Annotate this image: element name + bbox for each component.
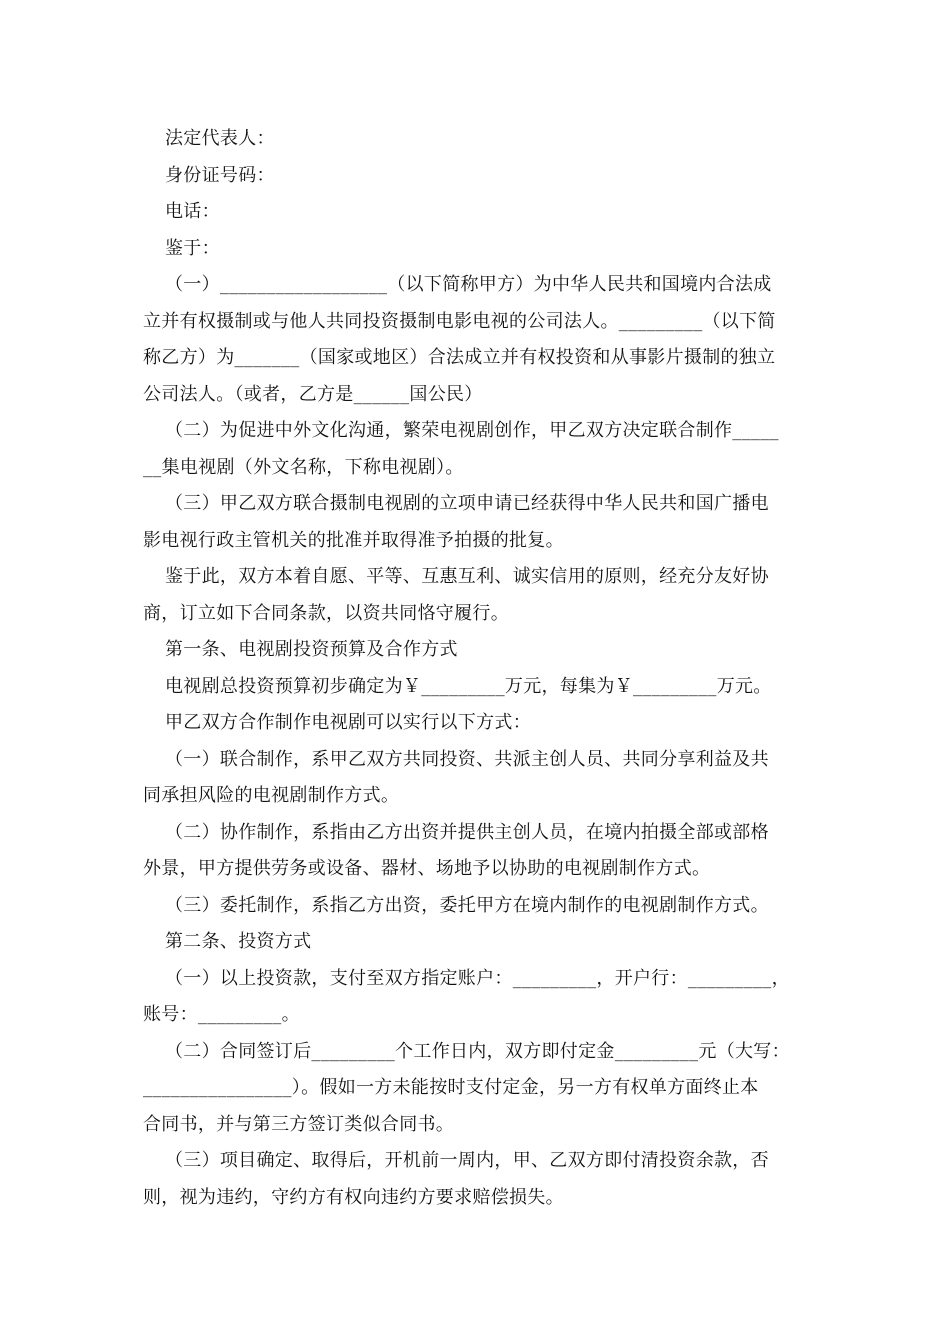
text-line: 外景，甲方提供劳务或设备、器材、场地予以协助的电视剧制作方式。: [143, 858, 711, 879]
text-line: （二）合同签订后_________个工作日内，双方即付定金_________元（大写：: [165, 1040, 790, 1062]
text-line: （三）委托制作，系指乙方出资，委托甲方在境内制作的电视剧制作方式。: [165, 894, 769, 916]
text-line: 合同书，并与第三方签订类似合同书。: [143, 1113, 455, 1135]
text-line: 鉴于：: [165, 237, 220, 259]
document-body: [143, 121, 808, 1216]
text-line: 电视剧总投资预算初步确定为￥_________万元，每集为￥_________万元。: [165, 675, 772, 697]
text-line: （一）__________________（以下简称甲方）为中华人民共和国境内合法成: [165, 274, 772, 295]
text-line: ________________）。假如一方未能按时支付定金，另一方有权单方面终止本: [143, 1077, 759, 1098]
text-line: 同承担风险的电视剧制作方式。: [143, 785, 400, 806]
text-line: 影电视行政主管机关的批准并取得准予拍摄的批复。: [143, 529, 564, 551]
text-line: 账号：_________。: [143, 1004, 300, 1025]
text-line: 立并有权摄制或与他人共同投资摄制电影电视的公司法人。_________（以下简: [143, 310, 776, 332]
text-line: 鉴于此，双方本着自愿、平等、互惠互利、诚实信用的原则，经充分友好协: [165, 566, 769, 587]
text-line: 第二条、投资方式: [165, 931, 312, 952]
text-line: （三）项目确定、取得后，开机前一周内，甲、乙双方即付清投资余款，否: [165, 1150, 769, 1171]
text-line: 法定代表人：: [165, 128, 275, 149]
text-line: 身份证号码：: [165, 164, 275, 186]
text-line: 称乙方）为_______（国家或地区）合法成立并有权投资和从事影片摄制的独立: [143, 347, 776, 368]
text-line: （一）以上投资款，支付至双方指定账户：_________，开户行：_________，: [165, 967, 790, 989]
text-line: （一）联合制作，系甲乙双方共同投资、共派主创人员、共同分享利益及共: [165, 748, 769, 770]
text-line: 电话：: [165, 201, 220, 222]
text-line: （二）协作制作，系指由乙方出资并提供主创人员，在境内拍摄全部或部格: [165, 821, 769, 843]
text-line: （二）为促进中外文化沟通，繁荣电视剧创作，甲乙双方决定联合制作_____: [165, 420, 779, 441]
text-line: 甲乙双方合作制作电视剧可以实行以下方式：: [165, 712, 531, 733]
text-line: 商，订立如下合同条款，以资共同恪守履行。: [143, 602, 509, 624]
text-line: （三）甲乙双方联合摄制电视剧的立项申请已经获得中华人民共和国广播电: [165, 493, 769, 514]
text-line: 公司法人。（或者，乙方是______国公民）: [143, 383, 483, 405]
text-line: __集电视剧（外文名称，下称电视剧）。: [143, 456, 464, 478]
text-line: 则，视为违约，守约方有权向违约方要求赔偿损失。: [143, 1186, 564, 1208]
text-line: 第一条、电视剧投资预算及合作方式: [165, 639, 458, 660]
